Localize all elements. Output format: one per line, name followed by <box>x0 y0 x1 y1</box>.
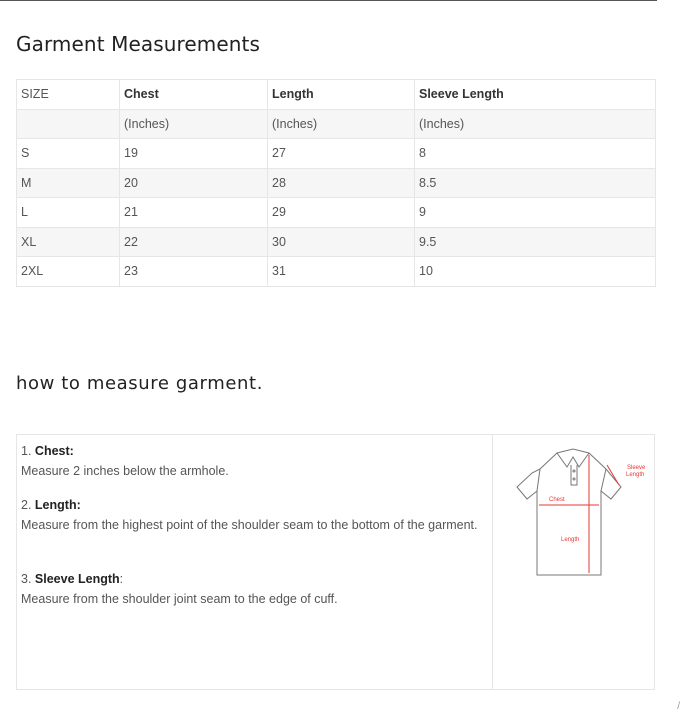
unit-cell <box>17 109 120 139</box>
header-sleeve-length: Sleeve Length <box>415 80 656 110</box>
length-cell: 29 <box>268 198 415 228</box>
table-row <box>17 198 656 228</box>
table-header-row <box>17 80 656 110</box>
table-row <box>17 257 656 287</box>
step-sleeve-length <box>21 569 481 609</box>
size-cell: 2XL <box>17 257 120 287</box>
step-name: Length: <box>34 498 81 512</box>
step-name: Sleeve Length <box>34 572 120 586</box>
howto-panel <box>16 434 655 690</box>
sleeve-cell: 10 <box>415 257 656 287</box>
step-suffix: : <box>119 572 124 586</box>
length-cell: 27 <box>268 139 415 169</box>
step-name: Chest: <box>34 444 74 458</box>
table-units-row <box>17 109 656 139</box>
sleeve-cell: 8 <box>415 139 656 169</box>
sleeve-label-line2: Length <box>626 472 645 478</box>
top-divider <box>0 0 657 1</box>
length-label: Length <box>561 537 580 543</box>
size-cell: L <box>17 198 120 228</box>
sleeve-label-line1: Sleeve <box>627 465 646 471</box>
step-description: Measure 2 inches below the armhole. <box>21 464 229 478</box>
header-chest: Chest <box>120 80 268 110</box>
length-cell: 30 <box>268 227 415 257</box>
table-row <box>17 139 656 169</box>
chest-cell: 21 <box>120 198 268 228</box>
size-cell: XL <box>17 227 120 257</box>
chest-label: Chest <box>549 497 565 503</box>
size-cell: S <box>17 139 120 169</box>
step-chest <box>21 441 481 481</box>
shirt-body-outline <box>517 449 621 575</box>
step-description: Measure from the shoulder joint seam to the edge of cuff. <box>21 592 338 606</box>
chest-cell: 23 <box>120 257 268 287</box>
step-length <box>21 495 481 535</box>
header-length: Length <box>268 80 415 110</box>
table-row <box>17 168 656 198</box>
howto-title: how to measure garment. <box>16 373 264 394</box>
howto-instructions <box>17 435 493 689</box>
step-number: 1. <box>21 444 32 458</box>
sleeve-cell: 9.5 <box>415 227 656 257</box>
length-cell: 31 <box>268 257 415 287</box>
shirt-collar <box>557 453 589 467</box>
table-row <box>17 227 656 257</box>
sleeve-measure-line <box>607 465 619 485</box>
chest-cell: 20 <box>120 168 268 198</box>
sleeve-cell: 8.5 <box>415 168 656 198</box>
size-cell: M <box>17 168 120 198</box>
length-cell: 28 <box>268 168 415 198</box>
chest-cell: 19 <box>120 139 268 169</box>
step-description: Measure from the highest point of the shoulder seam to the bottom of the garment. <box>21 518 478 532</box>
step-number: 3. <box>21 572 32 586</box>
unit-cell: (Inches) <box>268 109 415 139</box>
size-chart-table <box>16 79 656 287</box>
shirt-placket <box>571 465 577 485</box>
header-size: SIZE <box>17 80 120 110</box>
measurement-diagram <box>493 435 654 689</box>
page-title: Garment Measurements <box>16 32 261 56</box>
polo-shirt-illustration <box>493 435 654 595</box>
chest-cell: 22 <box>120 227 268 257</box>
step-number: 2. <box>21 498 32 512</box>
unit-cell: (Inches) <box>120 109 268 139</box>
corner-mark: / <box>677 701 680 712</box>
sleeve-cell: 9 <box>415 198 656 228</box>
unit-cell: (Inches) <box>415 109 656 139</box>
